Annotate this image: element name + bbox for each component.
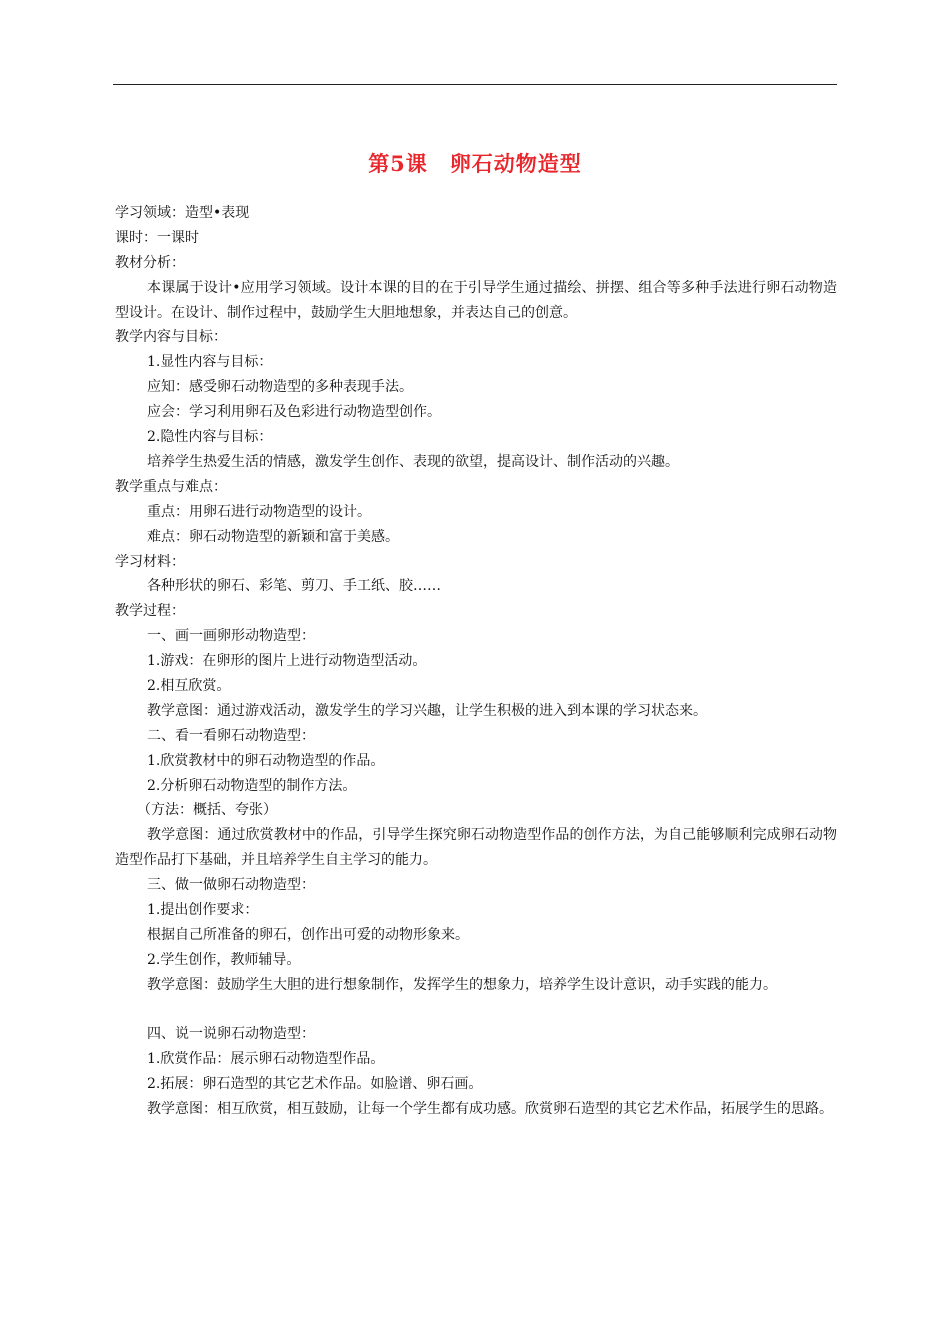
step4-intent: 教学意图：相互欣赏，相互鼓励，让每一个学生都有成功感。欣赏卵石造型的其它艺术作品，拓展学生的思路。 (147, 1101, 833, 1118)
lesson-name: 卵石动物造型 (449, 151, 582, 176)
explicit-goals-heading: 1.显性内容与目标： (147, 354, 273, 371)
lesson-plan-body (115, 201, 837, 1122)
step3-item1: 1.提出创作要求： (147, 902, 259, 918)
step4-item2: 2.拓展：卵石造型的其它艺术作品。如脸谱、卵石画。 (147, 1076, 483, 1093)
step2-intent: 教学意图：通过欣赏教材中的作品，引导学生探究卵石动物造型作品的创作方法，为自己能够顺利完成卵石动物造型作品打下基础，并且培养学生自主学习的能力。 (115, 827, 837, 869)
analysis-heading: 教材分析： (115, 254, 185, 271)
step2-item2: 2.分析卵石动物造型的制作方法。 (147, 777, 357, 794)
analysis-text: 本课属于设计•应用学习领域。设计本课的目的在于引导学生通过描绘、拼摆、组合等多种手法进行卵石动物造型设计。在设计、制作过程中，鼓励学生大胆地想象，并表达自己的创意。 (115, 279, 837, 321)
step2-method: （方法：概括、夸张） (137, 802, 277, 819)
goals-heading: 教学内容与目标： (115, 329, 227, 346)
goal-can: 应会：学习利用卵石及色彩进行动物造型创作。 (147, 404, 441, 421)
implicit-goals-text: 培养学生热爱生活的情感，激发学生创作、表现的欲望，提高设计、制作活动的兴趣。 (147, 453, 679, 470)
materials-text: 各种形状的卵石、彩笔、剪刀、手工纸、胶…… (147, 578, 441, 595)
materials-heading: 学习材料： (115, 553, 185, 570)
step1-item1: 1.游戏：在卵形的图片上进行动物造型活动。 (147, 653, 427, 670)
class-hours: 课时：一课时 (115, 229, 199, 246)
process-heading: 教学过程： (115, 603, 185, 620)
focus-difficult: 难点：卵石动物造型的新颖和富于美感。 (147, 528, 399, 545)
focus-key: 重点：用卵石进行动物造型的设计。 (147, 503, 371, 520)
lesson-number: 第5课 (368, 151, 428, 176)
lesson-title (0, 148, 950, 178)
step4-item1: 1.欣赏作品：展示卵石动物造型作品。 (147, 1051, 385, 1068)
step1-intent: 教学意图：通过游戏活动，激发学生的学习兴趣，让学生积极的进入到本课的学习状态来。 (147, 702, 707, 719)
step4-title: 四、说一说卵石动物造型： (147, 1026, 315, 1043)
step3-item2: 2.学生创作，教师辅导。 (147, 951, 301, 968)
step3-title: 三、做一做卵石动物造型： (147, 877, 315, 894)
implicit-goals-heading: 2.隐性内容与目标： (147, 429, 273, 446)
step1-item2: 2.相互欣赏。 (147, 677, 231, 694)
learning-domain: 学习领域：造型•表现 (115, 205, 250, 221)
goal-know: 应知：感受卵石动物造型的多种表现手法。 (147, 379, 413, 396)
step1-title: 一、画一画卵形动物造型： (147, 628, 315, 645)
focus-heading: 教学重点与难点： (115, 478, 227, 495)
step2-item1: 1.欣赏教材中的卵石动物造型的作品。 (147, 752, 385, 769)
header-rule (113, 84, 837, 85)
step2-title: 二、看一看卵石动物造型： (147, 727, 315, 744)
step3-intent: 教学意图：鼓励学生大胆的进行想象制作，发挥学生的想象力，培养学生设计意识，动手实践的能力。 (147, 976, 777, 993)
step3-item1-text: 根据自己所准备的卵石，创作出可爱的动物形象来。 (147, 926, 469, 943)
